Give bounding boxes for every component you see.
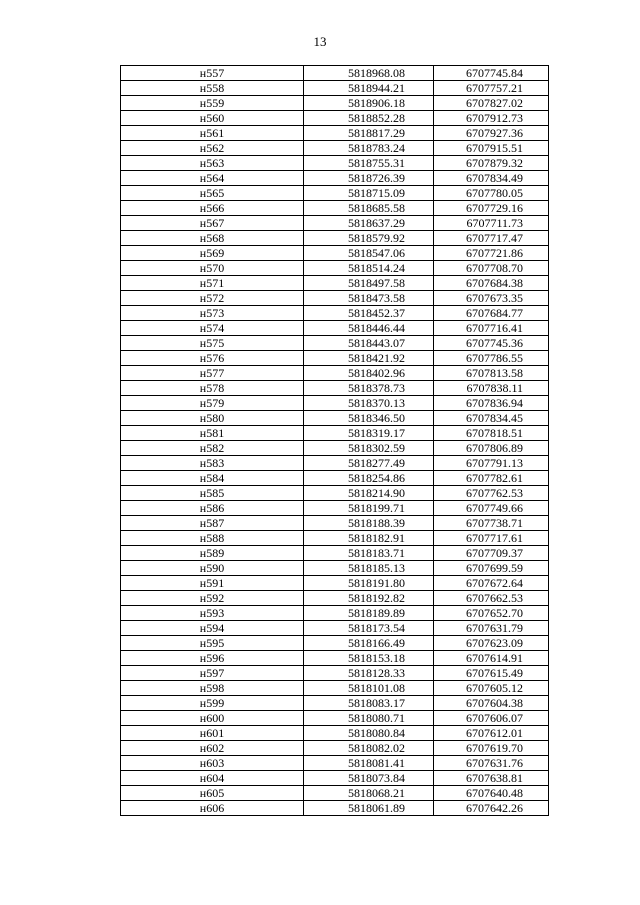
table-row bbox=[121, 801, 549, 816]
table-row bbox=[121, 741, 549, 756]
y-coordinate-cell: 6707614.91 bbox=[434, 651, 549, 666]
table-row bbox=[121, 96, 549, 111]
point-name-cell: н601 bbox=[121, 726, 304, 741]
point-name-cell: н588 bbox=[121, 531, 304, 546]
y-coordinate-cell: 6707606.07 bbox=[434, 711, 549, 726]
y-coordinate-cell: 6707709.37 bbox=[434, 546, 549, 561]
y-coordinate-cell: 6707813.58 bbox=[434, 366, 549, 381]
x-coordinate-cell: 5818452.37 bbox=[304, 306, 434, 321]
x-coordinate-cell: 5818189.89 bbox=[304, 606, 434, 621]
y-coordinate-cell: 6707638.81 bbox=[434, 771, 549, 786]
point-name-cell: н606 bbox=[121, 801, 304, 816]
x-coordinate-cell: 5818346.50 bbox=[304, 411, 434, 426]
y-coordinate-cell: 6707834.45 bbox=[434, 411, 549, 426]
table-row bbox=[121, 216, 549, 231]
y-coordinate-cell: 6707716.41 bbox=[434, 321, 549, 336]
table-row bbox=[121, 501, 549, 516]
y-coordinate-cell: 6707782.61 bbox=[434, 471, 549, 486]
x-coordinate-cell: 5818302.59 bbox=[304, 441, 434, 456]
table-row bbox=[121, 231, 549, 246]
point-name-cell: н575 bbox=[121, 336, 304, 351]
table-row bbox=[121, 201, 549, 216]
point-name-cell: н590 bbox=[121, 561, 304, 576]
x-coordinate-cell: 5818968.08 bbox=[304, 66, 434, 81]
y-coordinate-cell: 6707652.70 bbox=[434, 606, 549, 621]
point-name-cell: н574 bbox=[121, 321, 304, 336]
y-coordinate-cell: 6707631.76 bbox=[434, 756, 549, 771]
point-name-cell: н586 bbox=[121, 501, 304, 516]
y-coordinate-cell: 6707673.35 bbox=[434, 291, 549, 306]
y-coordinate-cell: 6707604.38 bbox=[434, 696, 549, 711]
x-coordinate-cell: 5818402.96 bbox=[304, 366, 434, 381]
point-name-cell: н560 bbox=[121, 111, 304, 126]
x-coordinate-cell: 5818173.54 bbox=[304, 621, 434, 636]
point-name-cell: н603 bbox=[121, 756, 304, 771]
table-row bbox=[121, 351, 549, 366]
x-coordinate-cell: 5818817.29 bbox=[304, 126, 434, 141]
point-name-cell: н566 bbox=[121, 201, 304, 216]
point-name-cell: н572 bbox=[121, 291, 304, 306]
x-coordinate-cell: 5818497.58 bbox=[304, 276, 434, 291]
x-coordinate-cell: 5818443.07 bbox=[304, 336, 434, 351]
x-coordinate-cell: 5818188.39 bbox=[304, 516, 434, 531]
x-coordinate-cell: 5818547.06 bbox=[304, 246, 434, 261]
point-name-cell: н589 bbox=[121, 546, 304, 561]
x-coordinate-cell: 5818080.84 bbox=[304, 726, 434, 741]
x-coordinate-cell: 5818319.17 bbox=[304, 426, 434, 441]
y-coordinate-cell: 6707749.66 bbox=[434, 501, 549, 516]
point-name-cell: н580 bbox=[121, 411, 304, 426]
table-row bbox=[121, 606, 549, 621]
x-coordinate-cell: 5818852.28 bbox=[304, 111, 434, 126]
table-row bbox=[121, 456, 549, 471]
point-name-cell: н570 bbox=[121, 261, 304, 276]
y-coordinate-cell: 6707640.48 bbox=[434, 786, 549, 801]
table-row bbox=[121, 81, 549, 96]
y-coordinate-cell: 6707623.09 bbox=[434, 636, 549, 651]
table-row bbox=[121, 516, 549, 531]
x-coordinate-cell: 5818192.82 bbox=[304, 591, 434, 606]
y-coordinate-cell: 6707729.16 bbox=[434, 201, 549, 216]
table-row bbox=[121, 111, 549, 126]
point-name-cell: н594 bbox=[121, 621, 304, 636]
table-row bbox=[121, 126, 549, 141]
x-coordinate-cell: 5818081.41 bbox=[304, 756, 434, 771]
x-coordinate-cell: 5818370.13 bbox=[304, 396, 434, 411]
y-coordinate-cell: 6707684.77 bbox=[434, 306, 549, 321]
point-name-cell: н558 bbox=[121, 81, 304, 96]
table-row bbox=[121, 336, 549, 351]
y-coordinate-cell: 6707757.21 bbox=[434, 81, 549, 96]
x-coordinate-cell: 5818473.58 bbox=[304, 291, 434, 306]
x-coordinate-cell: 5818944.21 bbox=[304, 81, 434, 96]
table-row bbox=[121, 576, 549, 591]
y-coordinate-cell: 6707806.89 bbox=[434, 441, 549, 456]
table-row bbox=[121, 591, 549, 606]
table-row bbox=[121, 276, 549, 291]
x-coordinate-cell: 5818726.39 bbox=[304, 171, 434, 186]
x-coordinate-cell: 5818185.13 bbox=[304, 561, 434, 576]
x-coordinate-cell: 5818514.24 bbox=[304, 261, 434, 276]
point-name-cell: н565 bbox=[121, 186, 304, 201]
x-coordinate-cell: 5818637.29 bbox=[304, 216, 434, 231]
table-row bbox=[121, 306, 549, 321]
table-row bbox=[121, 531, 549, 546]
table-row bbox=[121, 561, 549, 576]
y-coordinate-cell: 6707762.53 bbox=[434, 486, 549, 501]
y-coordinate-cell: 6707912.73 bbox=[434, 111, 549, 126]
table-row bbox=[121, 636, 549, 651]
x-coordinate-cell: 5818166.49 bbox=[304, 636, 434, 651]
y-coordinate-cell: 6707721.86 bbox=[434, 246, 549, 261]
point-name-cell: н596 bbox=[121, 651, 304, 666]
table-row bbox=[121, 366, 549, 381]
table-row bbox=[121, 321, 549, 336]
point-name-cell: н584 bbox=[121, 471, 304, 486]
x-coordinate-cell: 5818153.18 bbox=[304, 651, 434, 666]
y-coordinate-cell: 6707672.64 bbox=[434, 576, 549, 591]
table-row bbox=[121, 171, 549, 186]
point-name-cell: н604 bbox=[121, 771, 304, 786]
table-row bbox=[121, 381, 549, 396]
x-coordinate-cell: 5818755.31 bbox=[304, 156, 434, 171]
y-coordinate-cell: 6707619.70 bbox=[434, 741, 549, 756]
y-coordinate-cell: 6707699.59 bbox=[434, 561, 549, 576]
point-name-cell: н599 bbox=[121, 696, 304, 711]
point-name-cell: н579 bbox=[121, 396, 304, 411]
table-row bbox=[121, 186, 549, 201]
point-name-cell: н587 bbox=[121, 516, 304, 531]
table-row bbox=[121, 651, 549, 666]
point-name-cell: н578 bbox=[121, 381, 304, 396]
x-coordinate-cell: 5818715.09 bbox=[304, 186, 434, 201]
y-coordinate-cell: 6707745.36 bbox=[434, 336, 549, 351]
point-name-cell: н577 bbox=[121, 366, 304, 381]
point-name-cell: н573 bbox=[121, 306, 304, 321]
point-name-cell: н595 bbox=[121, 636, 304, 651]
page-number: 13 bbox=[313, 34, 327, 49]
table-row bbox=[121, 156, 549, 171]
x-coordinate-cell: 5818579.92 bbox=[304, 231, 434, 246]
point-name-cell: н571 bbox=[121, 276, 304, 291]
y-coordinate-cell: 6707684.38 bbox=[434, 276, 549, 291]
table-row bbox=[121, 141, 549, 156]
point-name-cell: н567 bbox=[121, 216, 304, 231]
table-row bbox=[121, 756, 549, 771]
x-coordinate-cell: 5818214.90 bbox=[304, 486, 434, 501]
point-name-cell: н585 bbox=[121, 486, 304, 501]
point-name-cell: н600 bbox=[121, 711, 304, 726]
table-row bbox=[121, 426, 549, 441]
x-coordinate-cell: 5818378.73 bbox=[304, 381, 434, 396]
y-coordinate-cell: 6707745.84 bbox=[434, 66, 549, 81]
point-name-cell: н582 bbox=[121, 441, 304, 456]
x-coordinate-cell: 5818082.02 bbox=[304, 741, 434, 756]
y-coordinate-cell: 6707662.53 bbox=[434, 591, 549, 606]
table-row bbox=[121, 471, 549, 486]
table-row bbox=[121, 666, 549, 681]
point-name-cell: н591 bbox=[121, 576, 304, 591]
x-coordinate-cell: 5818073.84 bbox=[304, 771, 434, 786]
x-coordinate-cell: 5818421.92 bbox=[304, 351, 434, 366]
table-row bbox=[121, 261, 549, 276]
y-coordinate-cell: 6707927.36 bbox=[434, 126, 549, 141]
x-coordinate-cell: 5818277.49 bbox=[304, 456, 434, 471]
x-coordinate-cell: 5818685.58 bbox=[304, 201, 434, 216]
point-name-cell: н568 bbox=[121, 231, 304, 246]
coordinates-table-body bbox=[121, 66, 549, 816]
point-name-cell: н569 bbox=[121, 246, 304, 261]
table-row bbox=[121, 246, 549, 261]
table-row bbox=[121, 696, 549, 711]
table-row bbox=[121, 66, 549, 81]
point-name-cell: н592 bbox=[121, 591, 304, 606]
table-row bbox=[121, 786, 549, 801]
x-coordinate-cell: 5818083.17 bbox=[304, 696, 434, 711]
table-row bbox=[121, 291, 549, 306]
x-coordinate-cell: 5818199.71 bbox=[304, 501, 434, 516]
y-coordinate-cell: 6707838.11 bbox=[434, 381, 549, 396]
x-coordinate-cell: 5818183.71 bbox=[304, 546, 434, 561]
y-coordinate-cell: 6707780.05 bbox=[434, 186, 549, 201]
point-name-cell: н581 bbox=[121, 426, 304, 441]
point-name-cell: н562 bbox=[121, 141, 304, 156]
point-name-cell: н605 bbox=[121, 786, 304, 801]
x-coordinate-cell: 5818191.80 bbox=[304, 576, 434, 591]
y-coordinate-cell: 6707615.49 bbox=[434, 666, 549, 681]
point-name-cell: н593 bbox=[121, 606, 304, 621]
x-coordinate-cell: 5818182.91 bbox=[304, 531, 434, 546]
table-row bbox=[121, 486, 549, 501]
x-coordinate-cell: 5818906.18 bbox=[304, 96, 434, 111]
table-row bbox=[121, 681, 549, 696]
table-row bbox=[121, 711, 549, 726]
x-coordinate-cell: 5818128.33 bbox=[304, 666, 434, 681]
point-name-cell: н564 bbox=[121, 171, 304, 186]
y-coordinate-cell: 6707827.02 bbox=[434, 96, 549, 111]
point-name-cell: н598 bbox=[121, 681, 304, 696]
y-coordinate-cell: 6707642.26 bbox=[434, 801, 549, 816]
y-coordinate-cell: 6707836.94 bbox=[434, 396, 549, 411]
y-coordinate-cell: 6707791.13 bbox=[434, 456, 549, 471]
point-name-cell: н563 bbox=[121, 156, 304, 171]
x-coordinate-cell: 5818446.44 bbox=[304, 321, 434, 336]
table-row bbox=[121, 396, 549, 411]
y-coordinate-cell: 6707786.55 bbox=[434, 351, 549, 366]
point-name-cell: н561 bbox=[121, 126, 304, 141]
point-name-cell: н583 bbox=[121, 456, 304, 471]
x-coordinate-cell: 5818101.08 bbox=[304, 681, 434, 696]
x-coordinate-cell: 5818061.89 bbox=[304, 801, 434, 816]
point-name-cell: н597 bbox=[121, 666, 304, 681]
point-name-cell: н559 bbox=[121, 96, 304, 111]
point-name-cell: н602 bbox=[121, 741, 304, 756]
x-coordinate-cell: 5818068.21 bbox=[304, 786, 434, 801]
coordinates-table bbox=[120, 65, 549, 816]
y-coordinate-cell: 6707708.70 bbox=[434, 261, 549, 276]
table-row bbox=[121, 621, 549, 636]
y-coordinate-cell: 6707717.61 bbox=[434, 531, 549, 546]
table-row bbox=[121, 771, 549, 786]
point-name-cell: н557 bbox=[121, 66, 304, 81]
x-coordinate-cell: 5818783.24 bbox=[304, 141, 434, 156]
x-coordinate-cell: 5818254.86 bbox=[304, 471, 434, 486]
point-name-cell: н576 bbox=[121, 351, 304, 366]
y-coordinate-cell: 6707631.79 bbox=[434, 621, 549, 636]
y-coordinate-cell: 6707818.51 bbox=[434, 426, 549, 441]
y-coordinate-cell: 6707915.51 bbox=[434, 141, 549, 156]
y-coordinate-cell: 6707612.01 bbox=[434, 726, 549, 741]
y-coordinate-cell: 6707711.73 bbox=[434, 216, 549, 231]
table-row bbox=[121, 411, 549, 426]
y-coordinate-cell: 6707834.49 bbox=[434, 171, 549, 186]
y-coordinate-cell: 6707879.32 bbox=[434, 156, 549, 171]
y-coordinate-cell: 6707605.12 bbox=[434, 681, 549, 696]
y-coordinate-cell: 6707717.47 bbox=[434, 231, 549, 246]
table-row bbox=[121, 726, 549, 741]
y-coordinate-cell: 6707738.71 bbox=[434, 516, 549, 531]
x-coordinate-cell: 5818080.71 bbox=[304, 711, 434, 726]
table-row bbox=[121, 441, 549, 456]
table-row bbox=[121, 546, 549, 561]
